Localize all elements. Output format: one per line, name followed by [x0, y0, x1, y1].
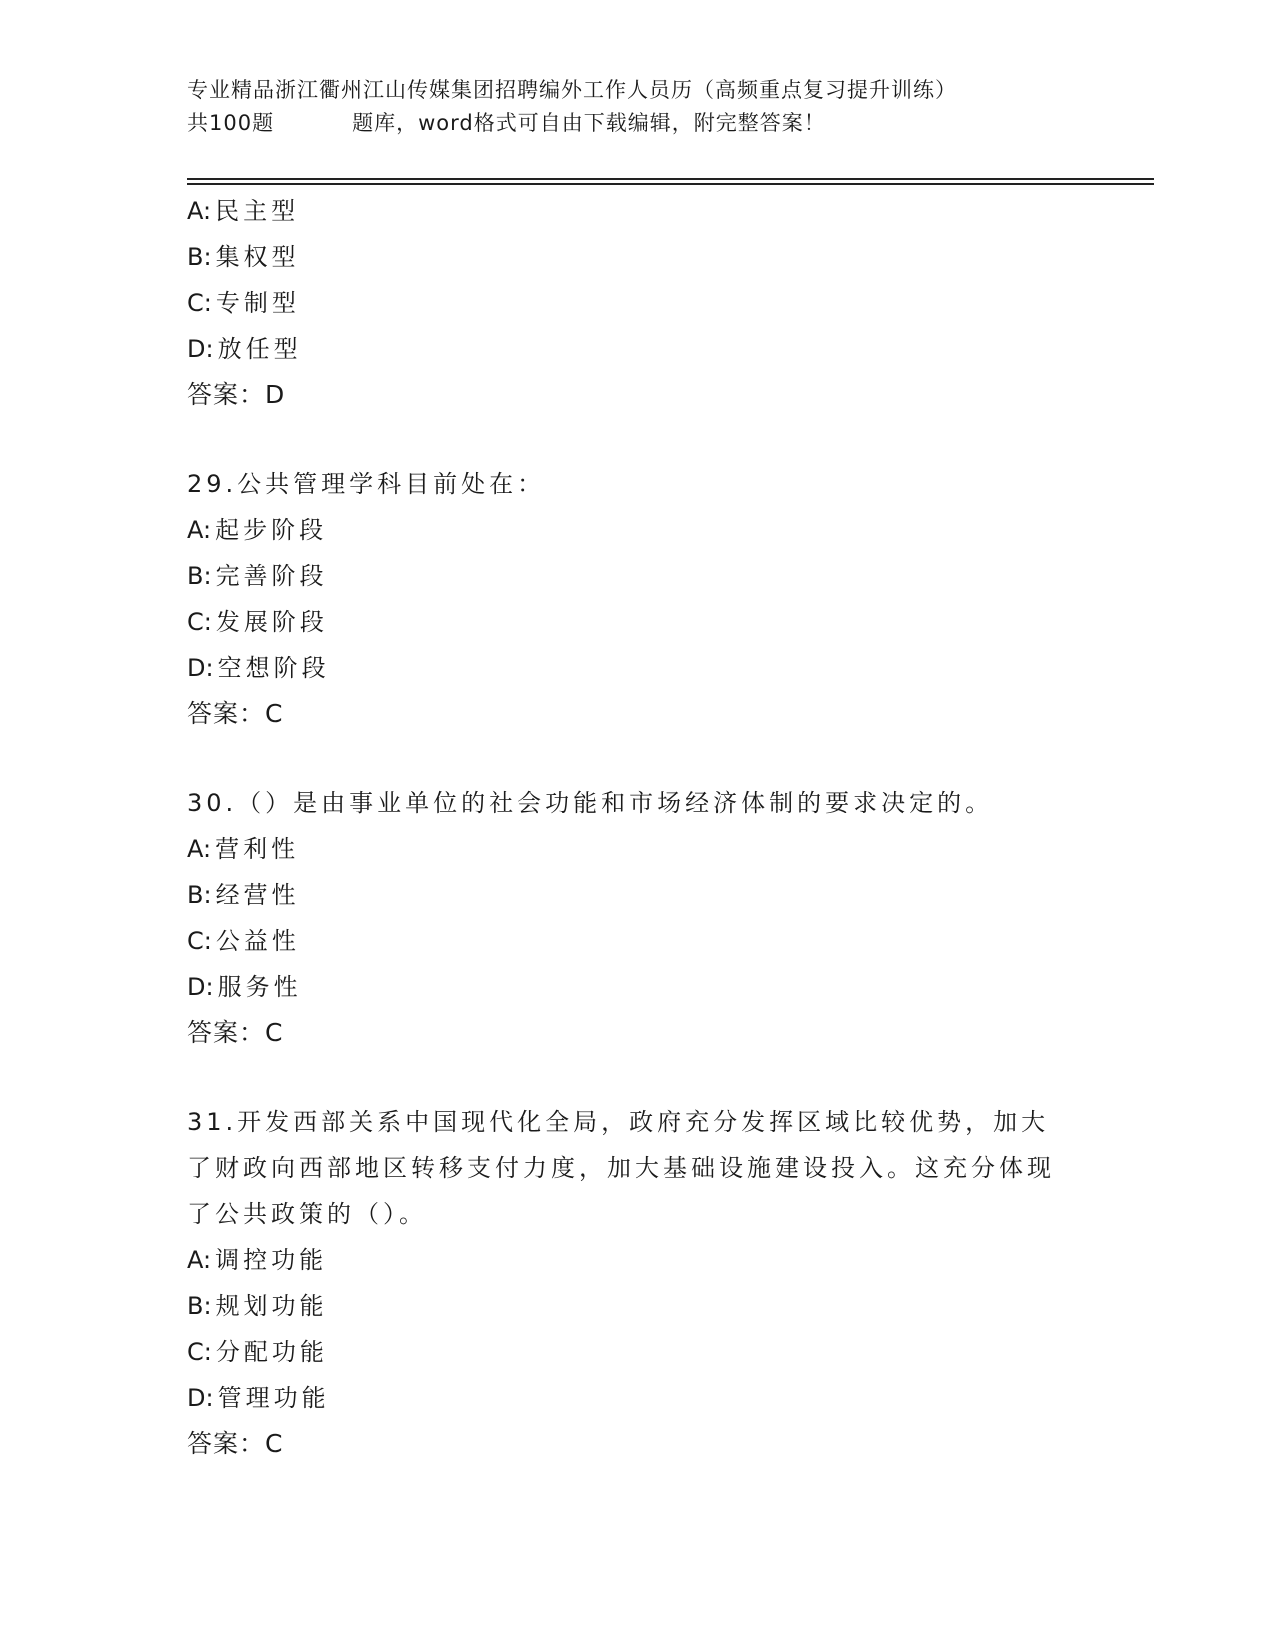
option-a [187, 507, 1087, 553]
question-stem: 30.（）是由事业单位的社会功能和市场经济体制的要求决定的。 [187, 789, 994, 817]
header-description: 题库，word格式可自由下载编辑，附完整答案！ [352, 111, 826, 135]
spacer [187, 1056, 1087, 1099]
option-text: 规划功能 [215, 1292, 328, 1320]
question-stem: 31.开发西部关系中国现代化全局，政府充分发挥区域比较优势，加大了财政向西部地区转移支付力度，加大基础设施建设投入。这充分体现了公共政策的（）。 [187, 1108, 1055, 1228]
option-text: 分配功能 [215, 1338, 328, 1366]
question-block-partial [187, 188, 1087, 418]
option-text: 民主型 [215, 197, 300, 225]
option-text: 空想阶段 [217, 654, 330, 682]
document-header [187, 74, 1087, 140]
question-block-31 [187, 1099, 1087, 1467]
option-text: 放任型 [217, 335, 302, 363]
answer-line: 答案：C [187, 1429, 284, 1458]
question-block-29 [187, 461, 1087, 737]
option-letter: B: [187, 562, 212, 590]
option-text: 调控功能 [215, 1246, 328, 1274]
option-letter: C: [187, 608, 212, 636]
option-text: 发展阶段 [215, 608, 328, 636]
option-text: 公益性 [215, 927, 300, 955]
option-a [187, 826, 1087, 872]
option-letter: D: [187, 654, 214, 682]
option-a [187, 1237, 1087, 1283]
option-letter: C: [187, 289, 212, 317]
option-c [187, 918, 1087, 964]
option-b [187, 872, 1087, 918]
option-d [187, 326, 1087, 372]
option-b [187, 553, 1087, 599]
option-text: 起步阶段 [215, 516, 328, 544]
header-subtitle-line [187, 107, 1087, 140]
option-letter: B: [187, 243, 212, 271]
option-text: 管理功能 [217, 1384, 330, 1412]
option-text: 专制型 [215, 289, 300, 317]
option-letter: B: [187, 881, 212, 909]
header-divider-bottom [187, 183, 1154, 185]
option-text: 营利性 [215, 835, 300, 863]
question-stem: 29.公共管理学科目前处在： [187, 470, 546, 498]
option-text: 服务性 [217, 973, 302, 1001]
option-d [187, 645, 1087, 691]
option-a [187, 188, 1087, 234]
option-d [187, 964, 1087, 1010]
option-c [187, 1329, 1087, 1375]
answer-line: 答案：C [187, 699, 284, 728]
spacer [187, 418, 1087, 461]
option-letter: B: [187, 1292, 212, 1320]
option-d [187, 1375, 1087, 1421]
option-letter: A: [187, 516, 212, 544]
option-b [187, 234, 1087, 280]
option-letter: D: [187, 1384, 214, 1412]
option-c [187, 599, 1087, 645]
question-count: 共100题 [187, 111, 275, 135]
option-letter: A: [187, 835, 212, 863]
option-c [187, 280, 1087, 326]
option-letter: D: [187, 335, 214, 363]
answer-line: 答案：C [187, 1018, 284, 1047]
question-block-30 [187, 780, 1087, 1056]
option-letter: C: [187, 1338, 212, 1366]
option-text: 集权型 [215, 243, 300, 271]
option-text: 经营性 [215, 881, 300, 909]
header-divider-top [187, 178, 1154, 180]
option-letter: C: [187, 927, 212, 955]
option-b [187, 1283, 1087, 1329]
answer-line: 答案：D [187, 380, 286, 409]
option-letter: A: [187, 1246, 212, 1274]
question-list [187, 188, 1087, 1467]
spacer [187, 737, 1087, 780]
option-text: 完善阶段 [215, 562, 328, 590]
header-title-line: 专业精品浙江衢州江山传媒集团招聘编外工作人员历（高频重点复习提升训练） [187, 78, 957, 102]
option-letter: A: [187, 197, 212, 225]
option-letter: D: [187, 973, 214, 1001]
